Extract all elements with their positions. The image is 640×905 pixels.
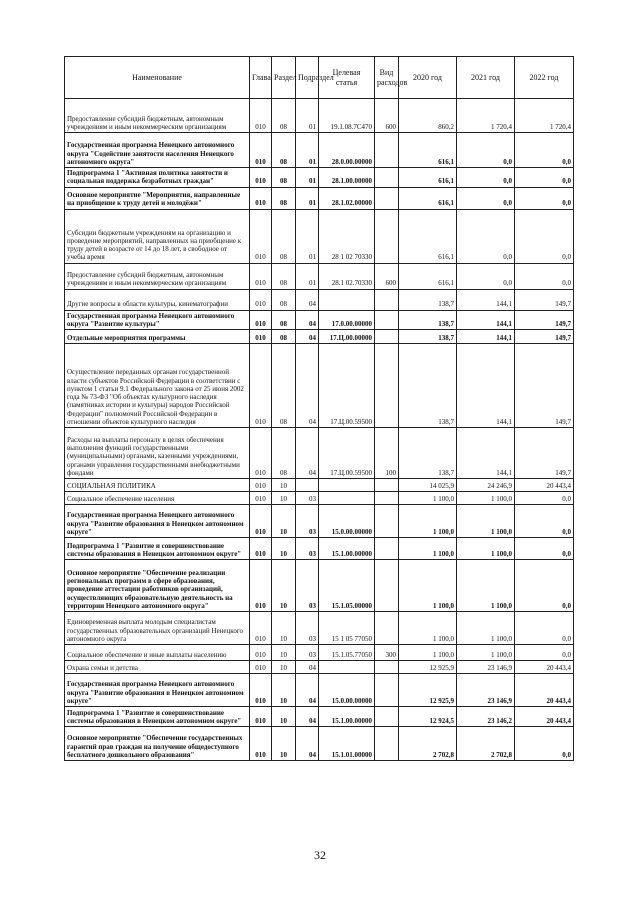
cell-cs xyxy=(319,492,375,505)
cell-v3: 0,0 xyxy=(515,168,574,188)
cell-v2: 1 100,0 xyxy=(457,505,515,538)
cell-v3: 0,0 xyxy=(515,727,574,761)
cell-vr xyxy=(375,538,399,560)
cell-v1: 1 100,0 xyxy=(399,505,457,538)
cell-name: Охрана семьи и детства xyxy=(65,661,250,674)
cell-vr xyxy=(375,187,399,209)
cell-v2: 1 100,0 xyxy=(457,538,515,560)
cell-v2: 144,1 xyxy=(457,428,515,479)
cell-rz: 10 xyxy=(272,612,296,645)
cell-v3: 20 443,4 xyxy=(515,479,574,492)
cell-name: Осуществление переданных органам государственной власти субъектов Российской Федерации в соответствии с пунктом 1 статьи 9.1 Федерального закона от 25 июня 2002 года № 73-ФЗ "Об объектах культурного наследия (памятниках истории и культуры) народов Российской Федерации" полномочий Российской Федерации в отношении объектов культурного наследия xyxy=(65,344,250,428)
header-podrazdel: Подраздел xyxy=(296,57,319,99)
cell-v1: 2 702,8 xyxy=(399,727,457,761)
cell-cs: 15.0.00.00000 xyxy=(319,674,375,707)
cell-cs: 17.Ц.00.59500 xyxy=(319,428,375,479)
cell-v3: 0,0 xyxy=(515,133,574,168)
header-razdel: Раздел xyxy=(272,57,296,99)
cell-rz: 08 xyxy=(272,310,296,330)
cell-v2: 24 246,9 xyxy=(457,479,515,492)
cell-v1: 616,1 xyxy=(399,168,457,188)
cell-v1: 12 925,9 xyxy=(399,674,457,707)
cell-v2: 144,1 xyxy=(457,289,515,310)
cell-v2: 0,0 xyxy=(457,209,515,263)
cell-v1: 616,1 xyxy=(399,187,457,209)
table-row xyxy=(65,187,574,209)
cell-cs: 28.1.02.00000 xyxy=(319,187,375,209)
cell-v3: 1 720,4 xyxy=(515,99,574,133)
cell-gl: 010 xyxy=(250,479,272,492)
cell-gl: 010 xyxy=(250,707,272,727)
header-statya: Целевая статья xyxy=(319,57,375,99)
page-number: 32 xyxy=(314,848,326,862)
cell-name: Социальное обеспечение населения xyxy=(65,492,250,505)
cell-rz: 08 xyxy=(272,330,296,344)
cell-pr: 03 xyxy=(296,612,319,645)
cell-pr: 04 xyxy=(296,727,319,761)
table-row xyxy=(65,344,574,428)
cell-gl: 010 xyxy=(250,330,272,344)
cell-name: Социальное обеспечение и иные выплаты населению xyxy=(65,645,250,661)
cell-v2: 23 146,9 xyxy=(457,674,515,707)
cell-cs: 28 1 02 70330 xyxy=(319,209,375,263)
cell-cs: 15.1.00.00000 xyxy=(319,707,375,727)
cell-vr xyxy=(375,727,399,761)
cell-cs: 28.1 02.70330 xyxy=(319,263,375,289)
cell-vr xyxy=(375,505,399,538)
cell-v2: 0,0 xyxy=(457,133,515,168)
cell-name: Подпрограмма 1 "Активная политика занятости и социальная поддержка безработных граждан" xyxy=(65,168,250,188)
cell-v3: 149,7 xyxy=(515,310,574,330)
cell-v1: 14 025,9 xyxy=(399,479,457,492)
cell-rz: 08 xyxy=(272,209,296,263)
cell-v2: 1 100,0 xyxy=(457,492,515,505)
cell-vr: 600 xyxy=(375,99,399,133)
cell-name: Основное мероприятие "Мероприятия, направленные на приобщение к труду детей и молодёжи" xyxy=(65,187,250,209)
cell-vr xyxy=(375,707,399,727)
cell-v3: 0,0 xyxy=(515,209,574,263)
cell-pr: 04 xyxy=(296,344,319,428)
cell-name: Основное мероприятие "Обеспечение государственных гарантий прав граждан на получение общедоступного бесплатного дошкольного образования" xyxy=(65,727,250,761)
cell-pr: 01 xyxy=(296,168,319,188)
cell-v3: 0,0 xyxy=(515,263,574,289)
cell-v3: 0,0 xyxy=(515,612,574,645)
header-2022: 2022 год xyxy=(515,57,574,99)
cell-pr: 01 xyxy=(296,133,319,168)
cell-v1: 12 924,5 xyxy=(399,707,457,727)
cell-name: Государственная программа Ненецкого автономного округа "Развитие культуры" xyxy=(65,310,250,330)
cell-cs: 15.0.00.00000 xyxy=(319,505,375,538)
table-row xyxy=(65,645,574,661)
header-vid: Вид расходов xyxy=(375,57,399,99)
cell-v2: 0,0 xyxy=(457,263,515,289)
cell-v3: 20 443,4 xyxy=(515,707,574,727)
cell-vr xyxy=(375,612,399,645)
budget-table xyxy=(64,56,574,761)
cell-vr: 600 xyxy=(375,263,399,289)
cell-v1: 1 100,0 xyxy=(399,538,457,560)
cell-pr: 03 xyxy=(296,538,319,560)
cell-v3: 149,7 xyxy=(515,428,574,479)
table-row xyxy=(65,289,574,310)
cell-vr xyxy=(375,289,399,310)
table-row xyxy=(65,612,574,645)
table-row xyxy=(65,674,574,707)
cell-v1: 860,2 xyxy=(399,99,457,133)
cell-rz: 08 xyxy=(272,99,296,133)
cell-v2: 2 702,8 xyxy=(457,727,515,761)
cell-pr: 01 xyxy=(296,187,319,209)
cell-gl: 010 xyxy=(250,187,272,209)
cell-pr: 01 xyxy=(296,99,319,133)
cell-pr: 04 xyxy=(296,661,319,674)
cell-gl: 010 xyxy=(250,263,272,289)
table-header-row xyxy=(65,57,574,99)
cell-pr: 04 xyxy=(296,310,319,330)
cell-pr: 04 xyxy=(296,707,319,727)
cell-vr xyxy=(375,674,399,707)
header-2020: 2020 год xyxy=(399,57,457,99)
cell-pr: 01 xyxy=(296,209,319,263)
table-row xyxy=(65,133,574,168)
cell-v2: 1 100,0 xyxy=(457,560,515,612)
cell-v1: 138,7 xyxy=(399,344,457,428)
cell-name: Предоставление субсидий бюджетным, автономным учреждениям и иным некоммерческим организациям xyxy=(65,263,250,289)
cell-vr xyxy=(375,661,399,674)
cell-rz: 10 xyxy=(272,479,296,492)
cell-pr xyxy=(296,479,319,492)
cell-cs: 17.0.00.00000 xyxy=(319,310,375,330)
cell-pr: 01 xyxy=(296,263,319,289)
cell-cs: 19.1.08.7C470 xyxy=(319,99,375,133)
cell-v2: 23 146,2 xyxy=(457,707,515,727)
cell-gl: 010 xyxy=(250,505,272,538)
cell-v3: 149,7 xyxy=(515,344,574,428)
cell-rz: 10 xyxy=(272,492,296,505)
cell-v3: 149,7 xyxy=(515,330,574,344)
table-row xyxy=(65,479,574,492)
cell-gl: 010 xyxy=(250,168,272,188)
cell-cs: 17.Ц.00.59500 xyxy=(319,344,375,428)
cell-name: Расходы на выплаты персоналу в целях обеспечения выполнения функций государственными (муниципальными) органами, казенными учреждениями, органами управления государственными внебюджетными фондами xyxy=(65,428,250,479)
table-row xyxy=(65,428,574,479)
cell-rz: 08 xyxy=(272,289,296,310)
cell-v2: 1 100,0 xyxy=(457,645,515,661)
cell-cs: 15.1.00.00000 xyxy=(319,538,375,560)
cell-name: Государственная программа Ненецкого автономного округа "Содействие занятости населения Ненецкого автономного округа" xyxy=(65,133,250,168)
cell-rz: 10 xyxy=(272,645,296,661)
cell-vr xyxy=(375,310,399,330)
cell-v2: 23 146,9 xyxy=(457,661,515,674)
cell-vr xyxy=(375,209,399,263)
cell-vr xyxy=(375,330,399,344)
cell-rz: 10 xyxy=(272,560,296,612)
cell-rz: 08 xyxy=(272,187,296,209)
cell-name: Основное мероприятие "Обеспечение реализации региональных программ в сфере образования, проведение аттестации работников организаций, осуществляющих образовательную деятельность на территории Ненецкого автономного округа" xyxy=(65,560,250,612)
cell-gl: 010 xyxy=(250,560,272,612)
cell-pr: 03 xyxy=(296,505,319,538)
cell-v1: 138,7 xyxy=(399,330,457,344)
cell-rz: 08 xyxy=(272,344,296,428)
table-row xyxy=(65,330,574,344)
cell-gl: 010 xyxy=(250,661,272,674)
cell-gl: 010 xyxy=(250,289,272,310)
cell-name: Единовременная выплата молодым специалистам государственных образовательных организаций Ненецкого автономного округа xyxy=(65,612,250,645)
cell-name: Предоставление субсидий бюджетным, автономным учреждениям и иным некоммерческим организациям xyxy=(65,99,250,133)
cell-v2: 0,0 xyxy=(457,168,515,188)
cell-v3: 0,0 xyxy=(515,492,574,505)
cell-cs: 28.1.00.00000 xyxy=(319,168,375,188)
cell-gl: 010 xyxy=(250,612,272,645)
table-row xyxy=(65,727,574,761)
cell-name: Подпрограмма 1 "Развитие и совершенствование системы образования в Ненецком автономном округе" xyxy=(65,707,250,727)
table-row xyxy=(65,560,574,612)
cell-rz: 10 xyxy=(272,505,296,538)
table-row xyxy=(65,263,574,289)
cell-name: Подпрограмма 1 "Развитие и совершенствование системы образования в Ненецком автономном округе" xyxy=(65,538,250,560)
cell-v3: 0,0 xyxy=(515,187,574,209)
cell-rz: 08 xyxy=(272,428,296,479)
cell-pr: 04 xyxy=(296,674,319,707)
cell-cs: 15.1.05.77050 xyxy=(319,645,375,661)
table-row xyxy=(65,538,574,560)
cell-pr: 04 xyxy=(296,289,319,310)
cell-cs xyxy=(319,479,375,492)
cell-name: Государственная программа Ненецкого автономного округа "Развитие образования в Ненецком автономном округе" xyxy=(65,505,250,538)
cell-v3: 20 443,4 xyxy=(515,661,574,674)
cell-cs: 15.1.01.00000 xyxy=(319,727,375,761)
cell-vr xyxy=(375,133,399,168)
cell-gl: 010 xyxy=(250,99,272,133)
cell-v1: 138,7 xyxy=(399,428,457,479)
cell-pr: 03 xyxy=(296,560,319,612)
cell-pr: 04 xyxy=(296,428,319,479)
cell-v2: 0,0 xyxy=(457,187,515,209)
cell-v2: 1 100,0 xyxy=(457,612,515,645)
cell-name: Другие вопросы в области культуры, кинематографии xyxy=(65,289,250,310)
cell-v1: 616,1 xyxy=(399,263,457,289)
header-name: Наименование xyxy=(65,57,250,99)
table-row xyxy=(65,209,574,263)
cell-cs: 15.1.05.00000 xyxy=(319,560,375,612)
cell-rz: 10 xyxy=(272,661,296,674)
cell-v1: 138,7 xyxy=(399,289,457,310)
cell-gl: 010 xyxy=(250,310,272,330)
cell-vr xyxy=(375,492,399,505)
cell-pr: 03 xyxy=(296,492,319,505)
table-row xyxy=(65,310,574,330)
cell-rz: 10 xyxy=(272,727,296,761)
table-body xyxy=(65,99,574,761)
cell-cs: 28.0.00.00000 xyxy=(319,133,375,168)
header-glava: Глава xyxy=(250,57,272,99)
cell-vr xyxy=(375,479,399,492)
cell-v1: 1 100,0 xyxy=(399,612,457,645)
cell-gl: 010 xyxy=(250,538,272,560)
cell-cs: 15 1 05 77050 xyxy=(319,612,375,645)
cell-vr xyxy=(375,560,399,612)
cell-rz: 08 xyxy=(272,133,296,168)
table-row xyxy=(65,505,574,538)
cell-rz: 10 xyxy=(272,707,296,727)
cell-vr xyxy=(375,168,399,188)
cell-gl: 010 xyxy=(250,727,272,761)
cell-rz: 08 xyxy=(272,168,296,188)
cell-vr xyxy=(375,344,399,428)
cell-v2: 1 720,4 xyxy=(457,99,515,133)
cell-cs: 17.Ц.00.00000 xyxy=(319,330,375,344)
cell-v1: 138,7 xyxy=(399,310,457,330)
cell-v3: 149,7 xyxy=(515,289,574,310)
cell-v1: 1 100,0 xyxy=(399,492,457,505)
cell-cs xyxy=(319,289,375,310)
cell-rz: 10 xyxy=(272,674,296,707)
cell-rz: 08 xyxy=(272,263,296,289)
cell-name: СОЦИАЛЬНАЯ ПОЛИТИКА xyxy=(65,479,250,492)
cell-v3: 0,0 xyxy=(515,560,574,612)
cell-name: Отдельные мероприятия программы xyxy=(65,330,250,344)
cell-name: Государственная программа Ненецкого автономного округа "Развитие образования в Ненецком автономном округе" xyxy=(65,674,250,707)
cell-vr: 100 xyxy=(375,428,399,479)
cell-v1: 616,1 xyxy=(399,209,457,263)
cell-v2: 144,1 xyxy=(457,310,515,330)
table-row xyxy=(65,99,574,133)
cell-gl: 010 xyxy=(250,344,272,428)
cell-v3: 20 443,4 xyxy=(515,674,574,707)
cell-name: Субсидии бюджетным учреждениям на организацию и проведение мероприятий, направленных на приобщение к труду детей в возрасте от 14 до 18 лет, в свободное от учебы время xyxy=(65,209,250,263)
cell-vr: 300 xyxy=(375,645,399,661)
table-row xyxy=(65,492,574,505)
cell-gl: 010 xyxy=(250,133,272,168)
cell-gl: 010 xyxy=(250,645,272,661)
table-row xyxy=(65,661,574,674)
cell-v1: 1 100,0 xyxy=(399,560,457,612)
table-row xyxy=(65,168,574,188)
cell-v1: 12 925,9 xyxy=(399,661,457,674)
cell-rz: 10 xyxy=(272,538,296,560)
cell-cs xyxy=(319,661,375,674)
table-row xyxy=(65,707,574,727)
cell-v3: 0,0 xyxy=(515,645,574,661)
cell-gl: 010 xyxy=(250,492,272,505)
cell-gl: 010 xyxy=(250,428,272,479)
cell-v2: 144,1 xyxy=(457,344,515,428)
cell-v3: 0,0 xyxy=(515,538,574,560)
header-2021: 2021 год xyxy=(457,57,515,99)
cell-gl: 010 xyxy=(250,209,272,263)
cell-pr: 03 xyxy=(296,645,319,661)
cell-gl: 010 xyxy=(250,674,272,707)
cell-v2: 144,1 xyxy=(457,330,515,344)
cell-v3: 0,0 xyxy=(515,505,574,538)
cell-v1: 616,1 xyxy=(399,133,457,168)
cell-pr: 04 xyxy=(296,330,319,344)
cell-v1: 1 100,0 xyxy=(399,645,457,661)
